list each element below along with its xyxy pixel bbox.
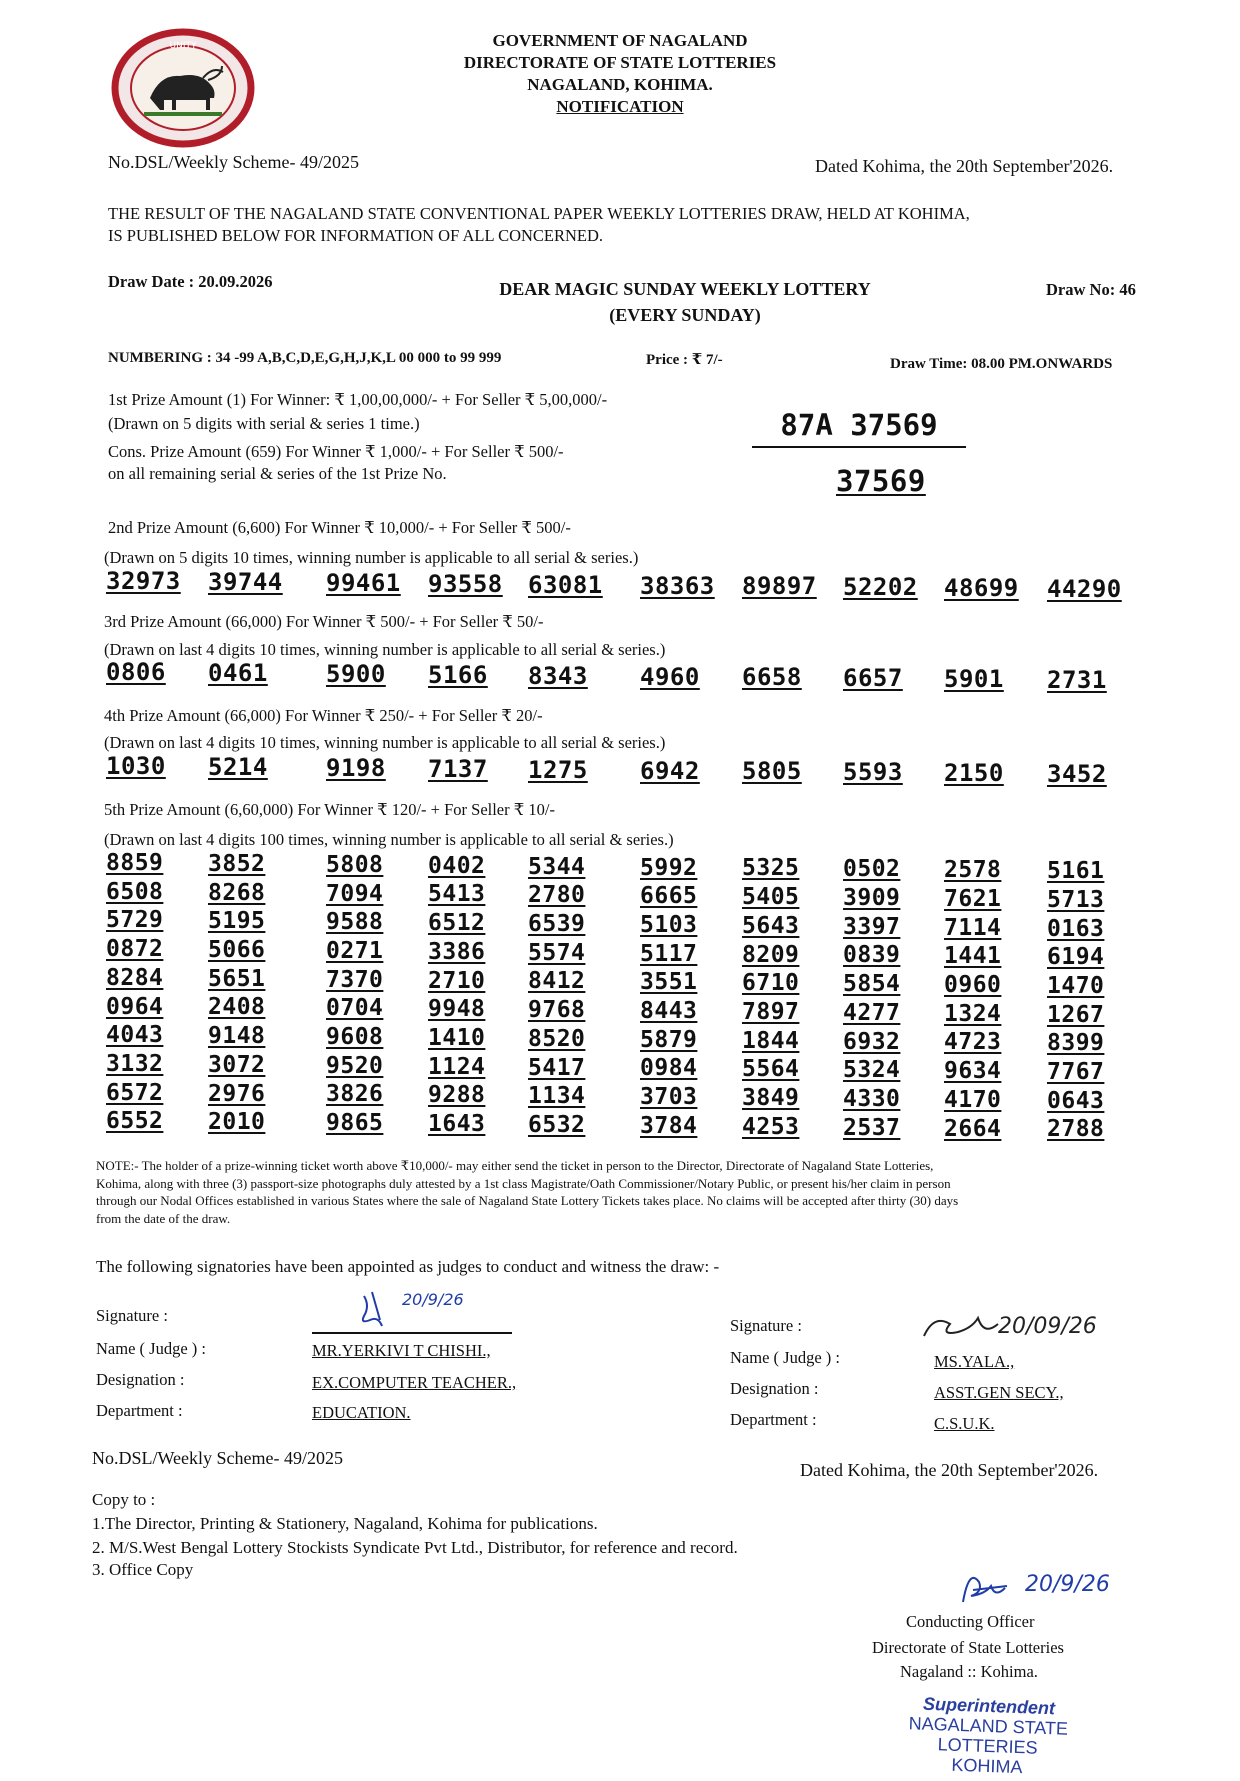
winning-number: 3132	[106, 1050, 164, 1077]
winning-number: 7370	[326, 966, 384, 993]
left-judge-name: MR.YERKIVI T CHISHI.,	[312, 1341, 491, 1360]
numbering: NUMBERING : 34 -99 A,B,C,D,E,G,H,J,K,L 00 000 to 99 999	[108, 350, 502, 366]
winning-number: 93558	[428, 569, 503, 598]
left-judge-designation: EX.COMPUTER TEACHER.,	[312, 1373, 517, 1392]
winning-number: 3849	[742, 1085, 800, 1111]
winning-number: 6532	[528, 1111, 586, 1138]
winning-number: 6572	[106, 1079, 164, 1106]
winning-number: 2731	[1047, 666, 1107, 695]
intro-line-2: IS PUBLISHED BELOW FOR INFORMATION OF ALL CONCERNED.	[108, 226, 604, 245]
winning-number: 6194	[1047, 944, 1105, 971]
winning-number: 9948	[428, 996, 486, 1023]
winning-number: 9634	[944, 1058, 1002, 1085]
winning-number: 5413	[428, 881, 486, 908]
winning-number: 5593	[843, 758, 903, 787]
winning-number: 0964	[106, 993, 164, 1020]
winning-number: 1844	[742, 1027, 800, 1054]
winning-number: 0461	[208, 658, 268, 687]
right-signature-scribble	[920, 1310, 1000, 1346]
winning-number: 9288	[428, 1082, 486, 1109]
winning-number: 5324	[843, 1057, 901, 1084]
winning-number: 5713	[1047, 886, 1105, 913]
winning-number: 9865	[326, 1110, 384, 1137]
winning-number: 5564	[742, 1056, 800, 1083]
footer-reference-number: No.DSL/Weekly Scheme- 49/2025	[92, 1448, 344, 1468]
winning-number: 38363	[640, 571, 715, 600]
fifth-prize-line-1: 5th Prize Amount (6,60,000) For Winner ₹ 120/- + For Seller ₹ 10/-	[104, 800, 555, 819]
winning-number: 3452	[1047, 760, 1107, 789]
winning-number: 0839	[843, 942, 901, 969]
winning-number: 2710	[428, 967, 486, 994]
winning-number: 4330	[843, 1085, 901, 1112]
right-judge-department: C.S.U.K.	[934, 1414, 995, 1433]
second-prize-line-1: 2nd Prize Amount (6,600) For Winner ₹ 10,000/- + For Seller ₹ 500/-	[108, 518, 571, 537]
winning-number: 5195	[208, 908, 266, 935]
winning-number: 3784	[640, 1112, 698, 1139]
winning-number: 6710	[742, 970, 800, 997]
winning-number: 1470	[1047, 972, 1105, 999]
winning-number: 2664	[944, 1115, 1002, 1142]
officer-signature-scribble	[955, 1566, 1025, 1610]
winning-number: 3386	[428, 938, 486, 965]
winning-number: 9588	[326, 909, 384, 936]
winning-number: 2788	[1047, 1116, 1105, 1143]
winning-number: 4277	[843, 999, 901, 1026]
winning-number: 39744	[208, 567, 283, 596]
winning-number: 5643	[742, 912, 800, 939]
winning-number: 5651	[208, 965, 266, 992]
winning-number: 5900	[326, 659, 386, 688]
winning-number: 5214	[208, 752, 268, 781]
left-signature-line	[312, 1332, 512, 1334]
winning-number: 5901	[944, 665, 1004, 694]
third-prize-line-1: 3rd Prize Amount (66,000) For Winner ₹ 500/- + For Seller ₹ 50/-	[104, 612, 544, 631]
winning-number: 4253	[742, 1113, 800, 1140]
winning-number: 99461	[326, 568, 401, 597]
winning-number: 0872	[106, 936, 164, 963]
winning-number: 3826	[326, 1081, 384, 1108]
winning-number: 6552	[106, 1108, 164, 1135]
winning-number: 7897	[742, 998, 800, 1025]
copy-item-3: 3. Office Copy	[92, 1560, 194, 1579]
winning-number: 0643	[1047, 1087, 1105, 1114]
right-department-label: Department :	[730, 1410, 817, 1429]
right-designation-label: Designation :	[730, 1379, 819, 1398]
draw-date: Draw Date : 20.09.2026	[108, 272, 273, 291]
winning-number: 2010	[208, 1109, 266, 1136]
winning-number: 8520	[528, 1025, 586, 1052]
winning-number: 2537	[843, 1114, 901, 1141]
winning-number: 8443	[640, 998, 698, 1024]
winning-number: 6539	[528, 911, 586, 937]
officer-location: Nagaland :: Kohima.	[900, 1662, 1038, 1681]
right-judge-signature: 20/09/26	[920, 1310, 1140, 1350]
winning-number: 8284	[106, 964, 164, 991]
winning-number: 5417	[528, 1054, 586, 1081]
draw-time: Draw Time: 08.00 PM.ONWARDS	[890, 356, 1113, 372]
winning-number: 5066	[208, 937, 266, 963]
winning-number: 2578	[944, 857, 1002, 884]
cons-prize-line-2: on all remaining serial & series of the 1st Prize No.	[108, 464, 447, 483]
winning-number: 0960	[944, 972, 1002, 998]
winning-number: 5574	[528, 939, 586, 966]
superintendent-stamp: Superintendent NAGALAND STATE LOTTERIES KOHIMA	[908, 1693, 1069, 1778]
right-name-label: Name ( Judge ) :	[730, 1348, 840, 1367]
winning-number: 6657	[843, 664, 903, 693]
winning-number: 9198	[326, 753, 386, 782]
copy-to-label: Copy to :	[92, 1490, 156, 1509]
winning-number: 5992	[640, 854, 698, 881]
right-judge-name: MS.YALA.,	[934, 1352, 1015, 1371]
officer-title: Conducting Officer	[906, 1612, 1035, 1631]
winning-number: 52202	[843, 573, 918, 602]
winning-number: 3072	[208, 1051, 266, 1078]
winning-number: 6508	[106, 878, 164, 905]
winning-number: 4170	[944, 1086, 1002, 1113]
third-prize-line-2: (Drawn on last 4 digits 10 times, winning number is applicable to all serial & series.)	[104, 640, 666, 659]
winning-number: 7137	[428, 754, 488, 783]
winning-number: 5854	[843, 971, 901, 998]
officer-signature: 20/9/26	[955, 1566, 1155, 1610]
winning-number: 9608	[326, 1024, 384, 1050]
winning-number: 6942	[640, 756, 700, 785]
winning-number: 3852	[208, 850, 266, 877]
winning-number: 1134	[528, 1083, 586, 1110]
officer-directorate: Directorate of State Lotteries	[872, 1638, 1064, 1657]
first-prize-number: 87A 37569	[752, 408, 966, 448]
svg-text:UNITY: UNITY	[169, 41, 197, 51]
cons-prize-number: 37569	[836, 464, 926, 498]
winning-number: 5103	[640, 911, 698, 938]
right-judge-designation: ASST.GEN SECY.,	[934, 1383, 1064, 1402]
winning-number: 0271	[326, 937, 384, 964]
dated-line: Dated Kohima, the 20th September'2026.	[815, 156, 1114, 176]
winning-number: 5879	[640, 1026, 698, 1053]
winning-number: 1643	[428, 1111, 486, 1137]
first-prize-line-1: 1st Prize Amount (1) For Winner: ₹ 1,00,00,000/- + For Seller ₹ 5,00,000/-	[108, 390, 608, 409]
winning-number: 63081	[528, 570, 603, 599]
winning-number: 1275	[528, 755, 588, 784]
winning-number: 9148	[208, 1023, 266, 1050]
winning-number: 6665	[640, 883, 698, 910]
winning-number: 0402	[428, 852, 486, 879]
winning-number: 1410	[428, 1024, 486, 1051]
winning-number: 4043	[106, 1022, 164, 1049]
copy-item-1: 1.The Director, Printing & Stationery, Nagaland, Kohima for publications.	[92, 1514, 598, 1533]
winning-number: 3703	[640, 1084, 698, 1111]
winning-number: 2780	[528, 882, 586, 909]
winning-number: 3909	[843, 885, 901, 911]
draw-number: Draw No: 46	[1046, 280, 1136, 299]
winning-number: 5805	[742, 757, 802, 786]
winning-number: 5808	[326, 851, 384, 878]
winning-number: 0984	[640, 1055, 698, 1082]
winning-number: 3551	[640, 969, 698, 996]
footer-dated-line: Dated Kohima, the 20th September'2026.	[800, 1460, 1099, 1480]
fourth-prize-line-1: 4th Prize Amount (66,000) For Winner ₹ 250/- + For Seller ₹ 20/-	[104, 706, 543, 725]
winning-number: 8412	[528, 968, 586, 995]
winning-number: 1030	[106, 752, 166, 780]
winning-number: 48699	[944, 574, 1019, 603]
winning-number: 1267	[1047, 1001, 1105, 1028]
winning-number: 0704	[326, 995, 384, 1022]
winning-number: 2408	[208, 994, 266, 1021]
winning-number: 5344	[528, 853, 586, 880]
second-prize-line-2: (Drawn on 5 digits 10 times, winning number is applicable to all serial & series.)	[104, 548, 639, 567]
winning-number: 5161	[1047, 858, 1105, 885]
winning-number: 8859	[106, 850, 164, 876]
winning-number: 1124	[428, 1053, 486, 1080]
left-department-label: Department :	[96, 1401, 183, 1420]
claims-note: NOTE:- The holder of a prize-winning ticket worth above ₹10,000/- may either send the ticket in person to the Director, Directorate of Nagaland State Lotteries, Kohima, along with three (3) passport-size photographs duly attested by a 1st class Magistrate/Oath Commissioner/Notary Public, or present his/her claim in person through our Nodal Offices established in various States where the sale of Nagaland State Lottery Tickets takes place. No claims will be accepted after thirty (30) days from the date of the draw.	[96, 1158, 959, 1226]
winning-number: 5166	[428, 660, 488, 689]
winning-number: 0163	[1047, 915, 1105, 942]
winning-number: 1324	[944, 1000, 1002, 1027]
header-line-1: GOVERNMENT OF NAGALAND	[492, 31, 748, 50]
winning-number: 89897	[742, 572, 817, 601]
winning-number: 5117	[640, 940, 698, 967]
winning-number: 9520	[326, 1052, 384, 1079]
winning-number: 5729	[106, 907, 164, 934]
cons-prize-line-1: Cons. Prize Amount (659) For Winner ₹ 1,000/- + For Seller ₹ 500/-	[108, 442, 564, 461]
winning-number: 5325	[742, 855, 800, 882]
winning-number: 4723	[944, 1029, 1002, 1056]
winning-number: 4960	[640, 662, 700, 691]
fourth-prize-line-2: (Drawn on last 4 digits 10 times, winning number is applicable to all serial & series.)	[104, 733, 666, 752]
left-name-label: Name ( Judge ) :	[96, 1339, 206, 1358]
ticket-price: Price : ₹ 7/-	[646, 352, 723, 368]
winning-number: 44290	[1047, 575, 1122, 604]
winning-number: 1441	[944, 943, 1002, 970]
fifth-prize-line-2: (Drawn on last 4 digits 100 times, winning number is applicable to all serial & series.)	[104, 830, 674, 849]
winning-number: 2150	[944, 759, 1004, 788]
left-signature-label: Signature :	[96, 1306, 168, 1325]
winning-number: 32973	[106, 567, 181, 595]
winning-number: 7767	[1047, 1059, 1105, 1085]
winning-number: 9768	[528, 997, 586, 1024]
winning-number: 0502	[843, 856, 901, 883]
winning-number: 6512	[428, 910, 486, 937]
header-line-3: NAGALAND, KOHIMA.	[527, 75, 713, 94]
intro-line-1: THE RESULT OF THE NAGALAND STATE CONVENTIONAL PAPER WEEKLY LOTTERIES DRAW, HELD AT KOHIMA,	[108, 204, 970, 223]
left-judge-department: EDUCATION.	[312, 1403, 411, 1422]
notification-title: NOTIFICATION	[556, 97, 684, 116]
winning-number: 7621	[944, 885, 1002, 912]
winning-number: 8268	[208, 879, 266, 906]
lottery-title: DEAR MAGIC SUNDAY WEEKLY LOTTERY (EVERY SUNDAY)	[499, 279, 871, 325]
winning-number: 2976	[208, 1080, 266, 1107]
winning-number: 5405	[742, 884, 800, 911]
first-prize-line-2: (Drawn on 5 digits with serial & series 1 time.)	[108, 414, 420, 433]
left-judge-signature: 20/9/26	[312, 1286, 512, 1334]
winning-number: 8209	[742, 941, 800, 968]
winning-number: 6932	[843, 1028, 901, 1055]
copy-item-2: 2. M/S.West Bengal Lottery Stockists Syndicate Pvt Ltd., Distributor, for reference and record.	[92, 1538, 738, 1557]
winning-number: 7094	[326, 880, 384, 907]
right-signature-label: Signature :	[730, 1316, 802, 1335]
winning-number: 3397	[843, 913, 901, 940]
judges-intro: The following signatories have been appointed as judges to conduct and witness the draw: -	[96, 1257, 720, 1276]
header-line-2: DIRECTORATE OF STATE LOTTERIES	[463, 53, 777, 72]
winning-number: 7114	[944, 914, 1002, 941]
winning-number: 8399	[1047, 1030, 1105, 1057]
winning-number: 0806	[106, 658, 166, 686]
reference-number: No.DSL/Weekly Scheme- 49/2025	[108, 152, 360, 172]
winning-number: 8343	[528, 661, 588, 690]
left-designation-label: Designation :	[96, 1370, 185, 1389]
winning-number: 6658	[742, 663, 802, 692]
